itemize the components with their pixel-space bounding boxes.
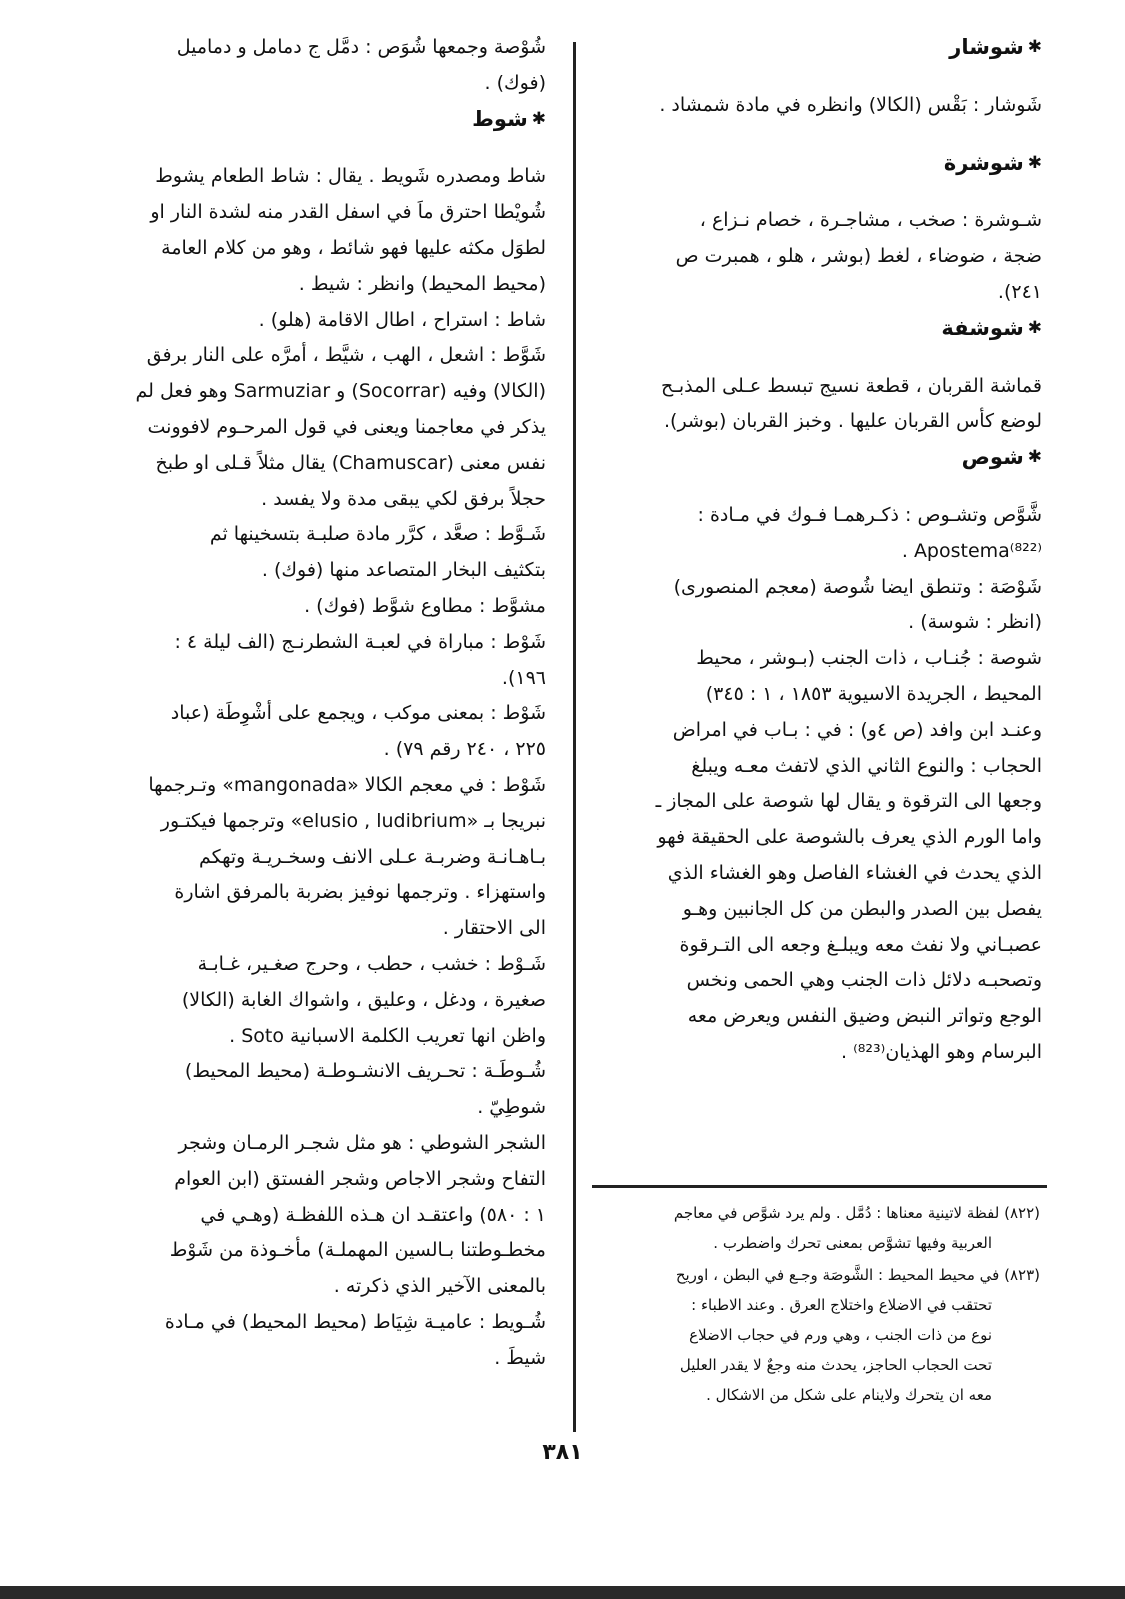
footnote-line: العربية وفيها تشوَّص بمعنى تحرك واضطرب . bbox=[713, 1234, 992, 1252]
entry-star-icon: ✱ bbox=[1027, 317, 1042, 338]
text-line: بـاهـانـة وضربـة عـلى الانف وسخـريـة وتهكم bbox=[198, 845, 546, 868]
entry-star-icon: ✱ bbox=[1027, 37, 1042, 57]
entry-heading-shushara bbox=[612, 146, 1042, 182]
text-line: شُـوطَـة : تحـريف الانشـوطـة (محيط المحيط) bbox=[184, 1060, 546, 1083]
text-line: بالمعنى الآخير الذي ذكرته . bbox=[333, 1275, 546, 1298]
text-line: شَّوَّص وتشـوص : ذكـرهمـا فـوك في مـادة : bbox=[697, 503, 1042, 526]
text-line: شاط : استراح ، اطال الاقامة (هلو) . bbox=[258, 308, 546, 331]
footnote-line: نوع من ذات الجنب ، وهي ورم في حجاب الاضلاع bbox=[689, 1326, 992, 1344]
text-line: صغيرة ، ودغل ، وعليق ، واشواك الغابة (الكالا) bbox=[181, 988, 546, 1011]
entry-heading-shaws bbox=[612, 440, 1042, 476]
text-line: وتصحبـه دلائل ذات الجنب وهي الحمى ونخس bbox=[686, 969, 1042, 992]
text-line: (فوك) . bbox=[484, 71, 546, 94]
text-line: ٢٤١). bbox=[997, 280, 1042, 303]
footnote-line: تحت الحجاب الحاجز، يحدث منه وجعٌ لا يقدر العليل bbox=[679, 1356, 992, 1374]
entry-continuation bbox=[108, 30, 546, 102]
text-line: الحجاب : والنوع الثاني الذي لاتفث معـه ويبلغ bbox=[691, 754, 1042, 777]
column-divider bbox=[573, 42, 576, 1432]
text-line: يفصل بين الصدر والبطن من كل الجانبين وهـو bbox=[682, 897, 1042, 920]
entry-heading-shawt bbox=[108, 102, 546, 138]
entry-star-icon: ✱ bbox=[1027, 447, 1042, 468]
entry-heading-text: شوط bbox=[472, 106, 528, 131]
text-line: عصبـاني ولا نفث معه ويبلـغ وجعه الى التـرقوة bbox=[679, 933, 1042, 956]
entry-heading-text: شوشار bbox=[949, 35, 1024, 59]
text-line: (الكالا) وفيه (Socorrar) و Sarmuziar وهو فعل لم bbox=[135, 380, 546, 403]
text-line: الوجع وتواتر النبض وضيق النفس ويعرض معه bbox=[687, 1005, 1042, 1028]
text-line: مشوَّط : مطاوع شوَّط (فوك) . bbox=[304, 594, 546, 617]
text-line: شَوْصَة : وتنطق ايضا شُوصة (معجم المنصورى) bbox=[673, 575, 1042, 598]
text-line: واظن انها تعريب الكلمة الاسبانية Soto . bbox=[229, 1024, 546, 1047]
text-line: قماشة القربان ، قطعة نسيج تبسط عـلى المذبـح bbox=[660, 374, 1042, 397]
text-line: الشجر الشوطي : هو مثل شجـر الرمـان وشجر bbox=[178, 1131, 546, 1154]
text-line: ٢٢٥ ، ٢٤٠ رقم ٧٩) . bbox=[383, 738, 546, 761]
entry-heading-shushafa bbox=[612, 311, 1042, 347]
footnote-rule bbox=[592, 1185, 1047, 1188]
entry-heading-text: شوشرة bbox=[943, 150, 1024, 175]
text-line: شيطَ . bbox=[494, 1346, 546, 1369]
text-line: نفس معنى (Chamuscar) يقال مثلاً قـلى او طبخ bbox=[155, 451, 546, 474]
text-line: شـوشرة : صخب ، مشاجـرة ، خصام نـزاع ، bbox=[699, 209, 1042, 232]
text-line: ١٩٦). bbox=[501, 666, 546, 689]
entry-star-icon: ✱ bbox=[1027, 152, 1042, 173]
text-line: بتكثيف البخار المتصاعد منها (فوك) . bbox=[261, 559, 546, 582]
text-line: شَوْط : في معجم الكالا «mangonada» وتـرجمها bbox=[148, 773, 546, 796]
text-line: شَوْط : مباراة في لعبـة الشطرنـج (الف ليلة ٤ : bbox=[174, 630, 546, 653]
text-line: واستهزاء . وترجمها نوفيز بضربة بالمرفق اشارة bbox=[174, 881, 546, 904]
text-line: شوصة : جُنـاب ، ذات الجنب (بـوشر ، محيط bbox=[696, 647, 1042, 670]
text-line: شُويْطا احترق ماَ في اسفل القدر منه لشدة النار او bbox=[150, 201, 546, 224]
text-line: وجعها الى الترقوة و يقال لها شوصة على المجاز ـ bbox=[655, 790, 1042, 813]
text-line: مخطـوطتنا بـالسين المهملـة) مأخـوذة من شَوْط bbox=[169, 1239, 546, 1262]
text-line: لوضع كأس القربان عليها . وخبز القربان (بوشر). bbox=[664, 410, 1042, 433]
text-line: التفاح وشجر الاجاص وشجر الفستق (ابن العوام bbox=[174, 1167, 546, 1190]
footnote-line: (٨٢٣) في محيط المحيط : الشَّوصَة وجـع في البطن ، اوريح bbox=[675, 1266, 1040, 1284]
entry-star-icon: ✱ bbox=[531, 108, 546, 129]
footnote-line: (٨٢٢) لفظة لاتينية معناها : دُمَّل . ولم يرد شوَّص في معاجم bbox=[673, 1204, 1040, 1222]
text-line: Apostema⁽⁸²²⁾ . bbox=[901, 539, 1042, 562]
text-line: شَـوَّط : صعَّد ، كرَّر مادة صلبـة بتسخينها ثم bbox=[209, 523, 546, 546]
text-line: لطوَل مكثه عليها فهو شائط ، وهو من كلام العامة bbox=[161, 236, 546, 259]
entry-heading-shushar bbox=[612, 30, 1042, 66]
entry-heading-text: شوص bbox=[961, 445, 1024, 470]
entry-body-shaws bbox=[612, 498, 1042, 1071]
text-line: وعنـد ابن وافد (ص ٤و) : في : بـاب في امراض bbox=[672, 718, 1042, 741]
text-line: شاط ومصدره شَويط . يقال : شاط الطعام يشوط bbox=[155, 165, 546, 188]
text-line: شُـويط : عاميـة شِيَاط (محيط المحيط) في مـادة bbox=[164, 1310, 546, 1333]
footnote-line: تحتقب في الاضلاع واختلاج العرق . وعند الاطباء : bbox=[691, 1296, 992, 1314]
entry-heading-text: شوشفة bbox=[941, 315, 1024, 340]
text-line: (انظر : شوسة) . bbox=[908, 611, 1042, 634]
text-line: يذكر في معاجمنا ويعنى في قول المرحـوم لافوونت bbox=[147, 415, 546, 438]
text-line: حجلاً برفق لكي يبقى مدة ولا يفسد . bbox=[261, 487, 546, 510]
text-line: شَـوْط : خشب ، حطب ، وحرج صغـير، غـابـة bbox=[197, 952, 546, 975]
text-line: نبريجا بـ «elusio , ludibrium» وترجمها فيكتـور bbox=[160, 809, 546, 832]
footnote-823 bbox=[595, 1260, 1040, 1410]
entry-body-shushafa bbox=[612, 369, 1042, 441]
text-line: شُوْصة وجمعها شُوَص : دمَّل ج دمامل و دماميل bbox=[176, 36, 546, 58]
text-line: شَوشار : بَقْس (الكالا) وانظره في مادة شمشاد . bbox=[659, 93, 1042, 116]
entry-body-shawt bbox=[108, 159, 546, 1376]
scan-edge-bar bbox=[0, 1586, 1125, 1599]
text-line: البرسام وهو الهذيان⁽⁸²³⁾ . bbox=[841, 1040, 1042, 1063]
text-line: الذي يحدث في الغشاء الفاصل وهو الغشاء الذي bbox=[667, 861, 1042, 884]
footnote-line: معه ان يتحرك ولاينام على شكل من الاشكال . bbox=[706, 1386, 992, 1404]
right-column bbox=[612, 30, 1042, 1071]
text-line: شَوَّط : اشعل ، الهب ، شيَّط ، أمرَّه على النار برفق bbox=[146, 344, 546, 367]
footnotes bbox=[595, 1198, 1040, 1412]
text-line: (محيط المحيط) وانظر : شيط . bbox=[298, 272, 546, 295]
text-line: الى الاحتقار . bbox=[442, 917, 546, 940]
text-line: ضجة ، ضوضاء ، لغط (بوشر ، هلو ، همبرت ص bbox=[675, 245, 1042, 268]
text-line: واما الورم الذي يعرف بالشوصة على الحقيقة فهو bbox=[657, 826, 1042, 849]
entry-body-shushara bbox=[612, 203, 1042, 310]
entry-body-shushar bbox=[612, 88, 1042, 124]
left-column bbox=[108, 30, 546, 1376]
footnote-822 bbox=[595, 1198, 1040, 1258]
text-line: ١ : ٥٨٠) واعتقـد ان هـذه اللفظـة (وهـي في bbox=[200, 1203, 546, 1226]
page-number: ٣٨١ bbox=[542, 1440, 583, 1465]
text-line: شوطِيّ . bbox=[477, 1096, 546, 1119]
text-line: المحيط ، الجريدة الاسيوية ١٨٥٣ ، ١ : ٣٤٥) bbox=[705, 682, 1042, 705]
text-line: شَوْط : بمعنى موكب ، ويجمع على أشْوِطَة (عباد bbox=[170, 702, 546, 725]
